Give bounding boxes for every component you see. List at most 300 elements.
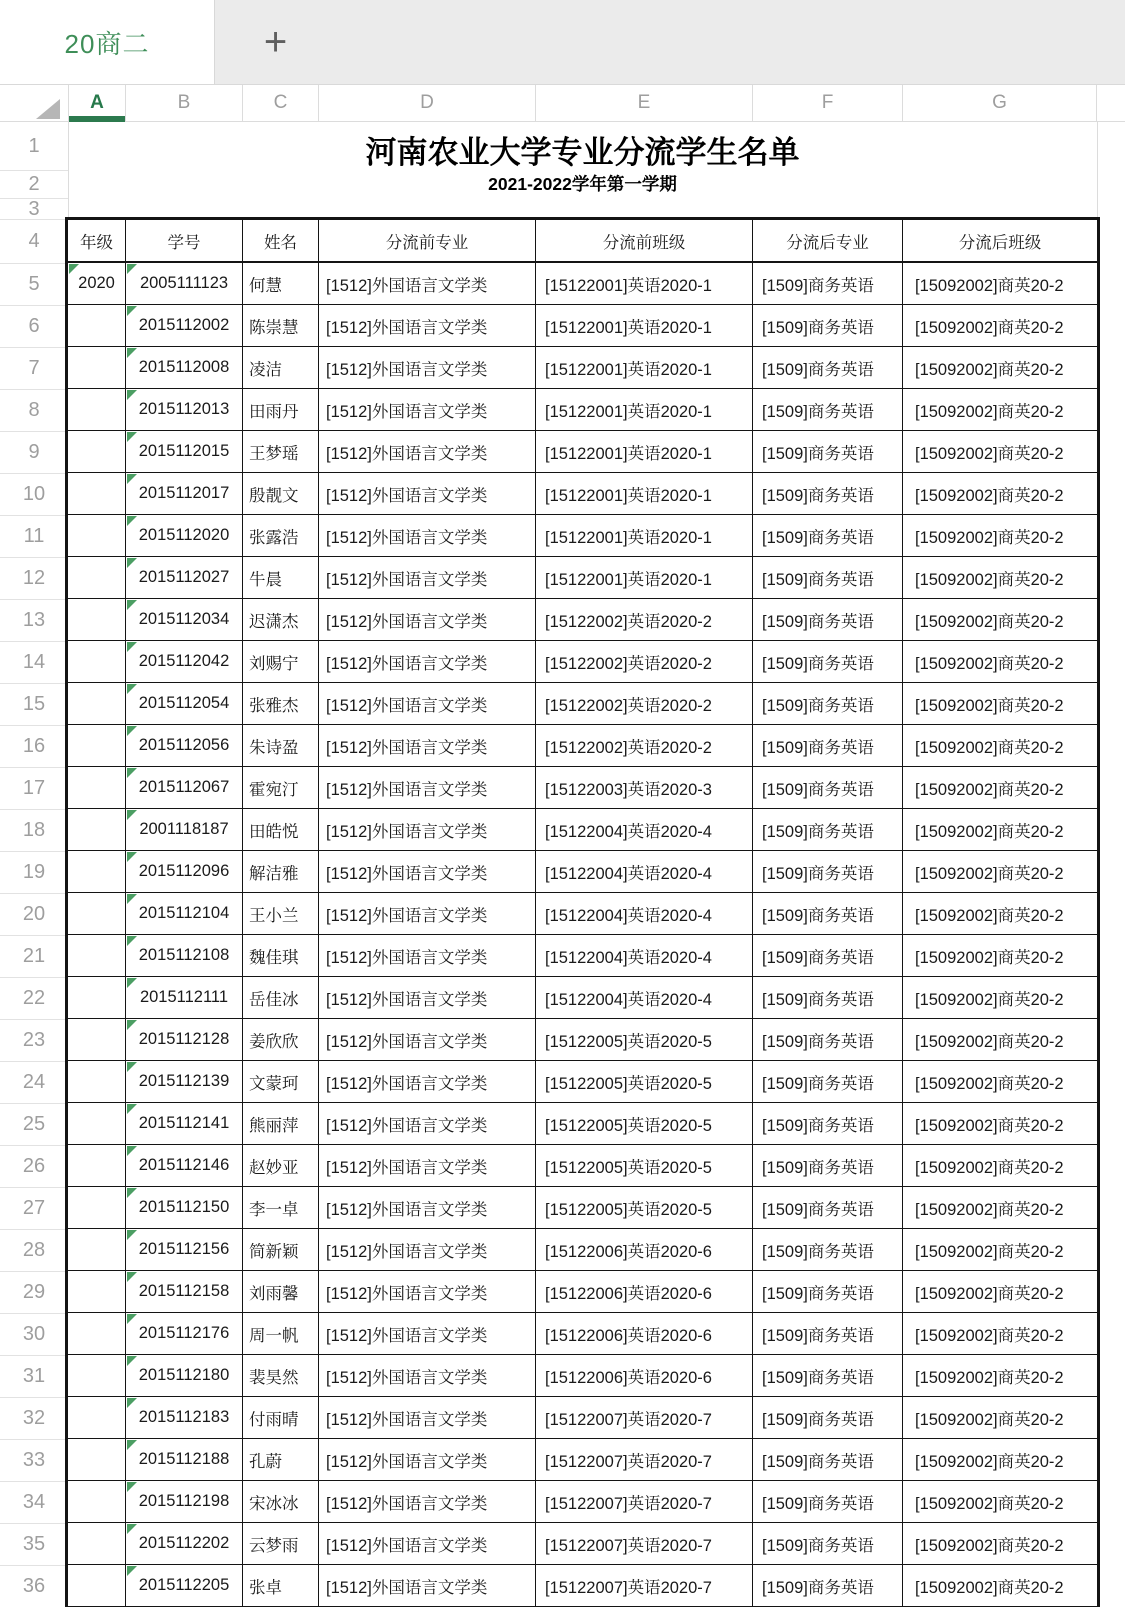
cell-major-after[interactable]: [1509]商务英语 [753,1271,903,1313]
table-row [68,557,1097,599]
cell-major-before[interactable]: [1512]外国语言文学类 [319,767,536,809]
cell-class-after[interactable]: [15092002]商英20-2 [903,347,1097,389]
cell-name[interactable]: 牛晨 [243,557,319,599]
row-number-29[interactable]: 29 [0,1271,68,1313]
table-row [68,1397,1097,1439]
cell-major-before[interactable]: [1512]外国语言文学类 [319,1103,536,1145]
cell-major-before[interactable]: [1512]外国语言文学类 [319,1061,536,1103]
cell-class-after[interactable]: [15092002]商英20-2 [903,977,1097,1019]
table-header-class-before[interactable]: 分流前班级 [536,220,753,263]
cell-grade[interactable]: 2020 [68,263,126,305]
cell-grade[interactable] [68,389,126,431]
cell-student-id[interactable]: 2015112156 [126,1229,243,1271]
cell-grade[interactable] [68,1439,126,1481]
cell-major-after[interactable]: [1509]商务英语 [753,1187,903,1229]
select-all-icon[interactable] [36,99,60,119]
cell-major-before[interactable]: [1512]外国语言文学类 [319,347,536,389]
cell-major-before[interactable]: [1512]外国语言文学类 [319,389,536,431]
cell-class-before[interactable]: [15122001]英语2020-1 [536,515,753,557]
cell-major-before[interactable]: [1512]外国语言文学类 [319,1229,536,1271]
table-row [68,431,1097,473]
table-row [68,1061,1097,1103]
cell-major-after[interactable]: [1509]商务英语 [753,599,903,641]
cell-class-after[interactable]: [15092002]商英20-2 [903,557,1097,599]
cell-name[interactable]: 张卓 [243,1565,319,1607]
cell-student-id[interactable]: 2015112013 [126,389,243,431]
cell-class-before[interactable]: [15122005]英语2020-5 [536,1019,753,1061]
error-triangle-icon [127,432,137,442]
cell-name[interactable]: 解洁雅 [243,851,319,893]
cell-name[interactable]: 凌洁 [243,347,319,389]
cell-name[interactable]: 朱诗盈 [243,725,319,767]
cell-student-id[interactable]: 2015112183 [126,1397,243,1439]
cell-student-id[interactable]: 2015112067 [126,767,243,809]
row-number-10[interactable]: 10 [0,473,68,515]
error-triangle-icon [127,1440,137,1450]
cell-student-id[interactable]: 2015112180 [126,1355,243,1397]
cell-student-id[interactable]: 2005111123 [126,263,243,305]
cell-student-id[interactable]: 2015112198 [126,1481,243,1523]
cell-class-before[interactable]: [15122007]英语2020-7 [536,1397,753,1439]
cell-class-before[interactable]: [15122002]英语2020-2 [536,599,753,641]
table-row [68,1313,1097,1355]
cell-student-id[interactable]: 2015112158 [126,1271,243,1313]
cell-class-after[interactable]: [15092002]商英20-2 [903,431,1097,473]
cell-grade[interactable] [68,935,126,977]
cell-grade[interactable] [68,977,126,1019]
row-number-21[interactable]: 21 [0,935,68,977]
cell-name[interactable]: 周一帆 [243,1313,319,1355]
cell-student-id[interactable]: 2015112096 [126,851,243,893]
cell-class-before[interactable]: [15122005]英语2020-5 [536,1145,753,1187]
row-number-1[interactable]: 1 [28,134,40,157]
cell-class-after[interactable]: [15092002]商英20-2 [903,1481,1097,1523]
cell-major-after[interactable]: [1509]商务英语 [753,1397,903,1439]
cell-major-after[interactable]: [1509]商务英语 [753,473,903,515]
cell-class-before[interactable]: [15122006]英语2020-6 [536,1229,753,1271]
error-triangle-icon [127,600,137,610]
row-number-28[interactable]: 28 [0,1229,68,1271]
cell-major-after[interactable]: [1509]商务英语 [753,809,903,851]
cell-class-after[interactable]: [15092002]商英20-2 [903,1103,1097,1145]
row-number-12[interactable]: 12 [0,557,68,599]
cell-class-before[interactable]: [15122002]英语2020-2 [536,725,753,767]
cell-class-after[interactable]: [15092002]商英20-2 [903,473,1097,515]
row-number-22[interactable]: 22 [0,977,68,1019]
cell-class-before[interactable]: [15122005]英语2020-5 [536,1187,753,1229]
cell-student-id[interactable]: 2015112205 [126,1565,243,1607]
cell-name[interactable]: 熊丽萍 [243,1103,319,1145]
cell-major-before[interactable]: [1512]外国语言文学类 [319,935,536,977]
cell-major-after[interactable]: [1509]商务英语 [753,1229,903,1271]
cell-major-after[interactable]: [1509]商务英语 [753,641,903,683]
cell-grade[interactable] [68,1313,126,1355]
cell-class-after[interactable]: [15092002]商英20-2 [903,1523,1097,1565]
cell-class-before[interactable]: [15122002]英语2020-2 [536,641,753,683]
cell-major-after[interactable]: [1509]商务英语 [753,305,903,347]
cell-major-before[interactable]: [1512]外国语言文学类 [319,1523,536,1565]
cell-major-before[interactable]: [1512]外国语言文学类 [319,641,536,683]
cell-major-before[interactable]: [1512]外国语言文学类 [319,599,536,641]
cell-grade[interactable] [68,1481,126,1523]
cell-name[interactable]: 田皓悦 [243,809,319,851]
row-number-25[interactable]: 25 [0,1103,68,1145]
cell-class-before[interactable]: [15122005]英语2020-5 [536,1103,753,1145]
row-number-11[interactable]: 11 [0,515,68,557]
cell-student-id[interactable]: 2015112111 [126,977,243,1019]
cell-class-after[interactable]: [15092002]商英20-2 [903,599,1097,641]
cell-major-before[interactable]: [1512]外国语言文学类 [319,515,536,557]
cell-name[interactable]: 殷靓文 [243,473,319,515]
cell-grade[interactable] [68,1103,126,1145]
cell-class-before[interactable]: [15122007]英语2020-7 [536,1439,753,1481]
cell-student-id[interactable]: 2015112017 [126,473,243,515]
cell-name[interactable]: 姜欣欣 [243,1019,319,1061]
add-sheet-button[interactable] [233,0,318,84]
cell-major-before[interactable]: [1512]外国语言文学类 [319,809,536,851]
cell-name[interactable]: 刘雨馨 [243,1271,319,1313]
cell-grade[interactable] [68,599,126,641]
cell-major-before[interactable]: [1512]外国语言文学类 [319,1397,536,1439]
row-number-9[interactable]: 9 [0,431,68,473]
column-header-D[interactable]: D [319,85,536,121]
row-number-17[interactable]: 17 [0,767,68,809]
cell-student-id[interactable]: 2015112108 [126,935,243,977]
column-header-B[interactable]: B [126,85,243,121]
cell-name[interactable]: 裴昊然 [243,1355,319,1397]
cell-major-after[interactable]: [1509]商务英语 [753,683,903,725]
cell-student-id[interactable]: 2015112054 [126,683,243,725]
cell-major-before[interactable]: [1512]外国语言文学类 [319,1355,536,1397]
row-number-34[interactable]: 34 [0,1481,68,1523]
cell-class-before[interactable]: [15122006]英语2020-6 [536,1355,753,1397]
cell-name[interactable]: 文蒙珂 [243,1061,319,1103]
cell-major-after[interactable]: [1509]商务英语 [753,893,903,935]
row-number-13[interactable]: 13 [0,599,68,641]
table-header-name[interactable]: 姓名 [243,220,319,263]
cell-major-before[interactable]: [1512]外国语言文学类 [319,1439,536,1481]
cell-class-before[interactable]: [15122001]英语2020-1 [536,263,753,305]
cell-student-id[interactable]: 2001118187 [126,809,243,851]
table-header-class-after[interactable]: 分流后班级 [903,220,1097,263]
row-number-23[interactable]: 23 [0,1019,68,1061]
cell-major-after[interactable]: [1509]商务英语 [753,1313,903,1355]
cell-name[interactable]: 霍宛汀 [243,767,319,809]
cell-class-before[interactable]: [15122007]英语2020-7 [536,1565,753,1607]
cell-class-after[interactable]: [15092002]商英20-2 [903,263,1097,305]
cell-student-id[interactable]: 2015112104 [126,893,243,935]
cell-major-before[interactable]: [1512]外国语言文学类 [319,1565,536,1607]
error-triangle-icon [127,642,137,652]
cell-major-before[interactable]: [1512]外国语言文学类 [319,431,536,473]
cell-major-after[interactable]: [1509]商务英语 [753,1565,903,1607]
cell-major-before[interactable]: [1512]外国语言文学类 [319,1271,536,1313]
cell-class-before[interactable]: [15122007]英语2020-7 [536,1481,753,1523]
cell-student-id[interactable]: 2015112015 [126,431,243,473]
cell-grade[interactable] [68,683,126,725]
error-triangle-icon [127,348,137,358]
cell-major-before[interactable]: [1512]外国语言文学类 [319,1145,536,1187]
cell-student-id[interactable]: 2015112150 [126,1187,243,1229]
row-number-18[interactable]: 18 [0,809,68,851]
row-number-16[interactable]: 16 [0,725,68,767]
cell-major-before[interactable]: [1512]外国语言文学类 [319,1187,536,1229]
cell-class-after[interactable]: [15092002]商英20-2 [903,1313,1097,1355]
cell-major-after[interactable]: [1509]商务英语 [753,389,903,431]
cell-grade[interactable] [68,893,126,935]
column-header-F[interactable]: F [753,85,903,121]
table-header-grade[interactable]: 年级 [68,220,126,263]
cell-class-before[interactable]: [15122001]英语2020-1 [536,305,753,347]
cell-name[interactable]: 王梦瑶 [243,431,319,473]
cell-class-after[interactable]: [15092002]商英20-2 [903,1565,1097,1607]
error-triangle-icon [127,1566,137,1576]
row-number-19[interactable]: 19 [0,851,68,893]
cell-grade[interactable] [68,851,126,893]
table-header-student-id[interactable]: 学号 [126,220,243,263]
table-row [68,1229,1097,1271]
cell-student-id[interactable]: 2015112042 [126,641,243,683]
cell-major-after[interactable]: [1509]商务英语 [753,851,903,893]
cell-class-before[interactable]: [15122004]英语2020-4 [536,935,753,977]
cell-major-before[interactable]: [1512]外国语言文学类 [319,851,536,893]
cell-class-before[interactable]: [15122006]英语2020-6 [536,1313,753,1355]
cell-grade[interactable] [68,1523,126,1565]
cell-class-before[interactable]: [15122003]英语2020-3 [536,767,753,809]
cell-name[interactable]: 宋冰冰 [243,1481,319,1523]
cell-class-before[interactable]: [15122004]英语2020-4 [536,809,753,851]
cell-grade[interactable] [68,1565,126,1607]
row-number-4[interactable]: 4 [0,219,68,263]
cell-student-id[interactable]: 2015112188 [126,1439,243,1481]
cell-name[interactable]: 张雅杰 [243,683,319,725]
sheet-tab-active[interactable] [0,0,215,84]
cell-class-before[interactable]: [15122004]英语2020-4 [536,851,753,893]
cell-grade[interactable] [68,1355,126,1397]
cell-student-id[interactable]: 2015112141 [126,1103,243,1145]
cell-grade[interactable] [68,347,126,389]
row-number-5[interactable]: 5 [0,263,68,305]
cell-major-after[interactable]: [1509]商务英语 [753,1019,903,1061]
cell-name[interactable]: 赵妙亚 [243,1145,319,1187]
cell-class-after[interactable]: [15092002]商英20-2 [903,1187,1097,1229]
cell-class-before[interactable]: [15122004]英语2020-4 [536,893,753,935]
cell-grade[interactable] [68,557,126,599]
cell-class-after[interactable]: [15092002]商英20-2 [903,1271,1097,1313]
cell-class-after[interactable]: [15092002]商英20-2 [903,1019,1097,1061]
error-triangle-icon [127,1356,137,1366]
column-header-E[interactable]: E [536,85,753,121]
cell-grade[interactable] [68,1145,126,1187]
cell-grade[interactable] [68,725,126,767]
row-number-36[interactable]: 36 [0,1565,68,1607]
cell-class-after[interactable]: [15092002]商英20-2 [903,389,1097,431]
table-row [68,1481,1097,1523]
cell-grade[interactable] [68,473,126,515]
cell-major-before[interactable]: [1512]外国语言文学类 [319,1481,536,1523]
cell-grade[interactable] [68,1271,126,1313]
row-number-6[interactable]: 6 [0,305,68,347]
cell-major-after[interactable]: [1509]商务英语 [753,431,903,473]
cell-name[interactable]: 岳佳冰 [243,977,319,1019]
cell-class-after[interactable]: [15092002]商英20-2 [903,305,1097,347]
cell-major-after[interactable]: [1509]商务英语 [753,767,903,809]
cell-class-after[interactable]: [15092002]商英20-2 [903,851,1097,893]
cell-student-id[interactable]: 2015112034 [126,599,243,641]
cell-class-after[interactable]: [15092002]商英20-2 [903,935,1097,977]
cell-name[interactable]: 孔蔚 [243,1439,319,1481]
cell-name[interactable]: 田雨丹 [243,389,319,431]
cell-name[interactable]: 简新颖 [243,1229,319,1271]
cell-name[interactable]: 陈崇慧 [243,305,319,347]
cell-grade[interactable] [68,1397,126,1439]
cell-grade[interactable] [68,809,126,851]
cell-major-after[interactable]: [1509]商务英语 [753,935,903,977]
cell-grade[interactable] [68,515,126,557]
cell-class-after[interactable]: [15092002]商英20-2 [903,1355,1097,1397]
cell-major-after[interactable]: [1509]商务英语 [753,263,903,305]
error-triangle-icon [127,516,137,526]
cell-grade[interactable] [68,767,126,809]
cell-name[interactable]: 付雨晴 [243,1397,319,1439]
cell-student-id[interactable]: 2015112202 [126,1523,243,1565]
cell-major-after[interactable]: [1509]商务英语 [753,515,903,557]
cell-class-after[interactable]: [15092002]商英20-2 [903,1145,1097,1187]
row-number-24[interactable]: 24 [0,1061,68,1103]
cell-class-after[interactable]: [15092002]商英20-2 [903,1397,1097,1439]
cell-grade[interactable] [68,641,126,683]
cell-class-after[interactable]: [15092002]商英20-2 [903,1229,1097,1271]
cell-major-after[interactable]: [1509]商务英语 [753,977,903,1019]
cell-major-before[interactable]: [1512]外国语言文学类 [319,725,536,767]
row-number-7[interactable]: 7 [0,347,68,389]
cell-name[interactable]: 刘赐宁 [243,641,319,683]
cell-major-before[interactable]: [1512]外国语言文学类 [319,977,536,1019]
cell-student-id[interactable]: 2015112056 [126,725,243,767]
cell-major-after[interactable]: [1509]商务英语 [753,725,903,767]
cell-student-id[interactable]: 2015112008 [126,347,243,389]
row-number-30[interactable]: 30 [0,1313,68,1355]
cell-class-after[interactable]: [15092002]商英20-2 [903,1061,1097,1103]
cell-grade[interactable] [68,1019,126,1061]
cell-major-before[interactable]: [1512]外国语言文学类 [319,1313,536,1355]
cell-major-before[interactable]: [1512]外国语言文学类 [319,473,536,515]
cell-major-after[interactable]: [1509]商务英语 [753,1355,903,1397]
cell-major-after[interactable]: [1509]商务英语 [753,347,903,389]
cell-class-after[interactable]: [15092002]商英20-2 [903,1439,1097,1481]
cell-grade[interactable] [68,1229,126,1271]
cell-student-id[interactable]: 2015112176 [126,1313,243,1355]
cell-name[interactable]: 王小兰 [243,893,319,935]
cell-class-after[interactable]: [15092002]商英20-2 [903,515,1097,557]
cell-student-id[interactable]: 2015112146 [126,1145,243,1187]
column-header-C[interactable]: C [243,85,319,121]
cell-class-before[interactable]: [15122001]英语2020-1 [536,431,753,473]
cell-class-after[interactable]: [15092002]商英20-2 [903,893,1097,935]
cell-major-after[interactable]: [1509]商务英语 [753,1523,903,1565]
spreadsheet-subtitle-cell[interactable]: 2021-2022学年第一学期 [488,173,677,194]
cell-major-after[interactable]: [1509]商务英语 [753,557,903,599]
cell-student-id[interactable]: 2015112139 [126,1061,243,1103]
cell-student-id[interactable]: 2015112128 [126,1019,243,1061]
cell-class-before[interactable]: [15122006]英语2020-6 [536,1271,753,1313]
cell-grade[interactable] [68,305,126,347]
table-header-major-after[interactable]: 分流后专业 [753,220,903,263]
column-header-G[interactable]: G [903,85,1097,121]
cell-student-id[interactable]: 2015112002 [126,305,243,347]
cell-class-before[interactable]: [15122004]英语2020-4 [536,977,753,1019]
cell-major-after[interactable]: [1509]商务英语 [753,1103,903,1145]
cell-grade[interactable] [68,1061,126,1103]
cell-major-before[interactable]: [1512]外国语言文学类 [319,683,536,725]
cell-name[interactable]: 何慧 [243,263,319,305]
row-number-8[interactable]: 8 [0,389,68,431]
cell-class-after[interactable]: [15092002]商英20-2 [903,809,1097,851]
cell-major-before[interactable]: [1512]外国语言文学类 [319,893,536,935]
cell-class-before[interactable]: [15122001]英语2020-1 [536,347,753,389]
row-number-32[interactable]: 32 [0,1397,68,1439]
cell-class-after[interactable]: [15092002]商英20-2 [903,725,1097,767]
row-number-27[interactable]: 27 [0,1187,68,1229]
row-number-3[interactable]: 3 [0,198,68,219]
table-row [68,1355,1097,1397]
cell-class-before[interactable]: [15122002]英语2020-2 [536,683,753,725]
row-number-35[interactable]: 35 [0,1523,68,1565]
cell-name[interactable]: 李一卓 [243,1187,319,1229]
cell-grade[interactable] [68,1187,126,1229]
cell-name[interactable]: 迟潇杰 [243,599,319,641]
cell-class-before[interactable]: [15122001]英语2020-1 [536,473,753,515]
cell-major-after[interactable]: [1509]商务英语 [753,1061,903,1103]
cell-name[interactable]: 魏佳琪 [243,935,319,977]
cell-major-after[interactable]: [1509]商务英语 [753,1439,903,1481]
table-row [68,851,1097,893]
table-row [68,1019,1097,1061]
table-row [68,1187,1097,1229]
error-triangle-icon [127,264,137,274]
row-number-33[interactable]: 33 [0,1439,68,1481]
cell-class-before[interactable]: [15122001]英语2020-1 [536,389,753,431]
row-number-31[interactable]: 31 [0,1355,68,1397]
cell-major-before[interactable]: [1512]外国语言文学类 [319,263,536,305]
table-header-major-before[interactable]: 分流前专业 [319,220,536,263]
cell-class-before[interactable]: [15122005]英语2020-5 [536,1061,753,1103]
cell-student-id[interactable]: 2015112027 [126,557,243,599]
cell-major-after[interactable]: [1509]商务英语 [753,1145,903,1187]
spreadsheet-title-cell[interactable]: 河南农业大学专业分流学生名单 [365,134,800,170]
cell-grade[interactable] [68,431,126,473]
column-header-A[interactable]: A [68,85,126,121]
cell-name[interactable]: 云梦雨 [243,1523,319,1565]
cell-major-before[interactable]: [1512]外国语言文学类 [319,557,536,599]
cell-major-after[interactable]: [1509]商务英语 [753,1481,903,1523]
cell-class-before[interactable]: [15122001]英语2020-1 [536,557,753,599]
cell-class-after[interactable]: [15092002]商英20-2 [903,683,1097,725]
cell-class-before[interactable]: [15122007]英语2020-7 [536,1523,753,1565]
row-number-15[interactable]: 15 [0,683,68,725]
row-number-14[interactable]: 14 [0,641,68,683]
cell-student-id[interactable]: 2015112020 [126,515,243,557]
row-number-20[interactable]: 20 [0,893,68,935]
cell-major-before[interactable]: [1512]外国语言文学类 [319,1019,536,1061]
row-number-26[interactable]: 26 [0,1145,68,1187]
cell-major-before[interactable]: [1512]外国语言文学类 [319,305,536,347]
cell-class-after[interactable]: [15092002]商英20-2 [903,767,1097,809]
student-table [65,217,1100,1607]
cell-name[interactable]: 张露浩 [243,515,319,557]
cell-class-after[interactable]: [15092002]商英20-2 [903,641,1097,683]
row-number-2[interactable]: 2 [0,170,68,198]
